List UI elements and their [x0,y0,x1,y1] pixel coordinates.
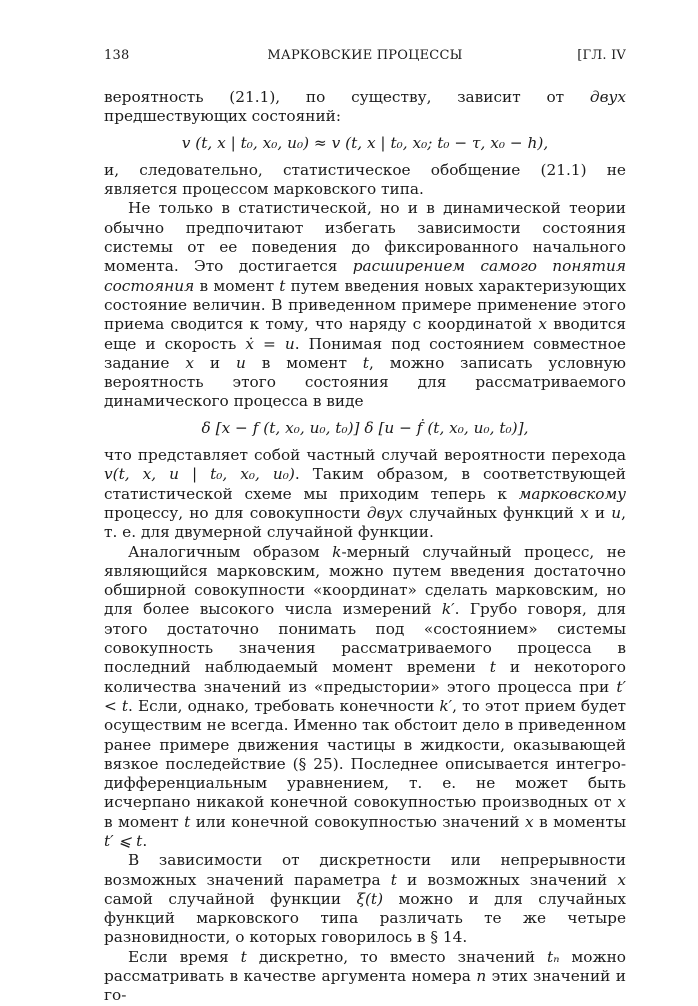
page-number: 138 [104,48,130,63]
running-header [104,48,626,68]
paragraph-2: и, следовательно, статистическое обобщение (21.1) не является процессом марковского типа. [104,160,626,199]
paragraph-4: что представляет собой частный случай вероятности перехода v(t, x, u | t₀, x₀, u₀). Таким образом, в соответствующей статистической схеме мы приходим теперь к марковскому процессу, но для совокупности двух случайных функций x и u, т. е. для двумерной случайной функции. [104,446,626,542]
page-body [104,88,626,1006]
paragraph-1: вероятность (21.1), по существу, зависит от двух предшествующих состояний: [104,88,626,126]
chapter-label: [ГЛ. IV [577,48,626,63]
paragraph-3: Не только в статистической, но и в динамической теории обычно предпочитают избегать зависимости состояния системы от ее поведения до фиксированного начального момента. Это достигается расширением самого понятия состояния в момент t путем введения новых характеризующих состояние величин. В приведенном примере применение этого приема сводится к тому, что наряду с координатой x вводится еще и скорость ẋ = u. Понимая под состоянием совместное задание x и u в момент t, можно записать условную вероятность этого состояния для рассматриваемого динамического процесса в виде [104,199,627,411]
paragraph-6: В зависимости от дискретности или непрерывности возможных значений параметра t и возможных значений x самой случайной функции ξ(t) можно и для случайных функций марковского типа различать те же четыре разновидности, о которых говорилось в § 14. [104,851,626,947]
formula-delta-product: δ [x − f (t, x₀, u₀, t₀)] δ [u − ḟ (t, x₀, u₀, t₀)], [201,418,529,437]
paragraph-7: Если время t дискретно, то вместо значений tₙ можно рассматривать в качестве аргумента номера n этих значений и го- [104,947,626,1005]
formula-transition-probability: v (t, x | t₀, x₀, u₀) ≈ v (t, x | t₀, x₀; t₀ − τ, x₀ − h), [181,133,549,152]
running-title: МАРКОВСКИЕ ПРОЦЕССЫ [267,48,463,63]
paragraph-5: Аналогичным образом k-мерный случайный процесс, не являющийся марковским, можно путем введения достаточно обширной совокупности «координат» сделать марковским, но для более высокого числа измерений k′. Грубо говоря, для этого достаточно понимать под «состоянием» системы совокупность значения рассматриваемого процесса в последний наблюдаемый момент времени t и некоторого количества значений из «предыстории» этого процесса при t′ < t. Если, однако, требовать конечности k′, то этот прием будет осуществим не всегда. Именно так обстоит дело в приведенном ранее примере движения частицы в жидкости, оказывающей вязкое последействие (§ 25). Последнее описывается интегро-дифференциальным уравнением, т. е. не может быть исчерпано никакой конечной совокупностью производных от x в момент t или конечной совокупностью значений x в моменты t′ ⩽ t. [104,542,627,850]
